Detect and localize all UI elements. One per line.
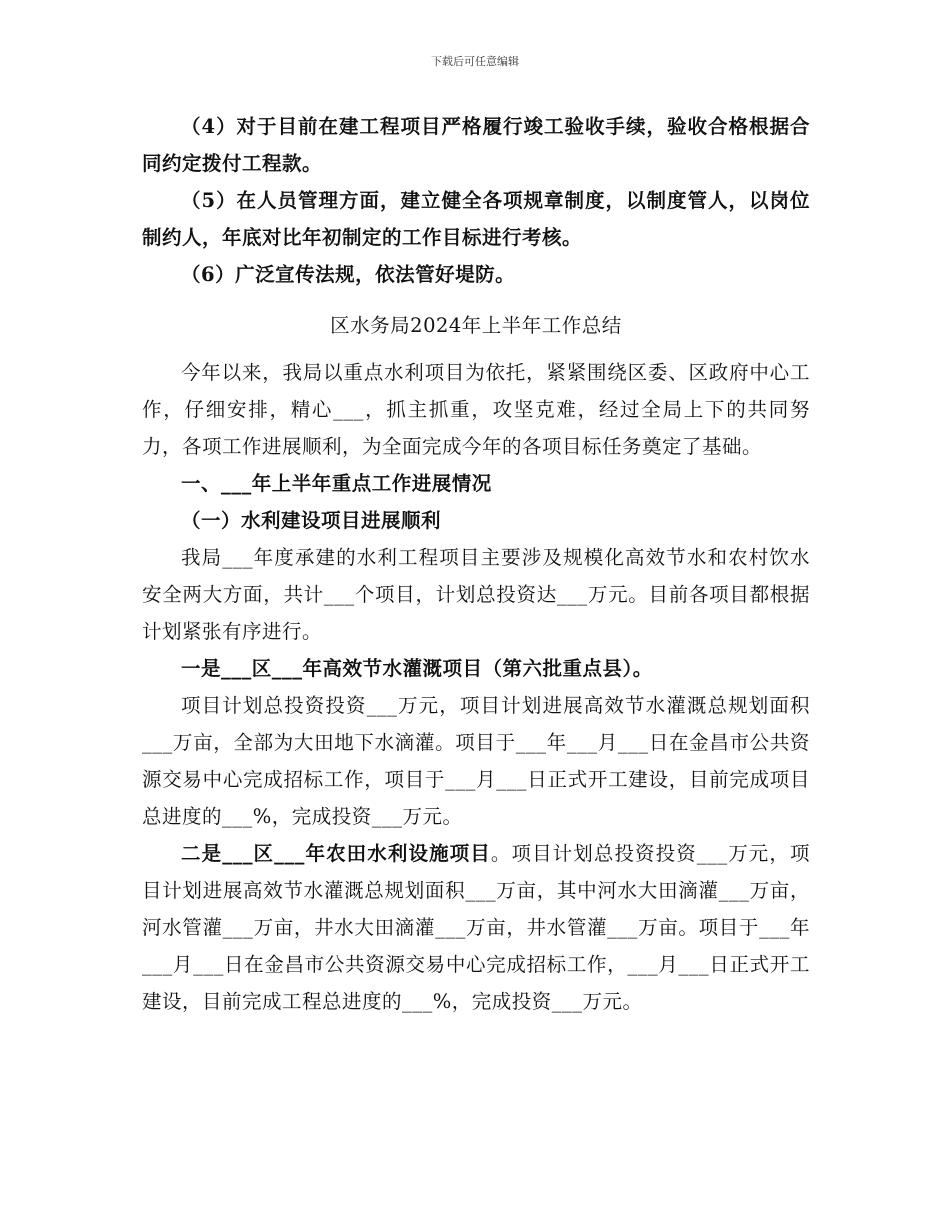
projects-paragraph: 我局___年度承建的水利工程项目主要涉及规模化高效节水和农村饮水安全两大方面，共计___个项目，计划总投资达___万元。目前各项目都根据计划紧张有序进行。	[142, 546, 810, 643]
paragraph-item-4: （4）对于目前在建工程项目严格履行竣工验收手续，验收合格根据合同约定拨付工程款。	[142, 115, 810, 175]
paragraph-item-5: （5）在人员管理方面，建立健全各项规章制度，以制度管人，以岗位制约人，年底对比年初制定的工作目标进行考核。	[142, 189, 810, 249]
item-2-body: 。项目计划总投资投资___万元，项目计划进展高效节水灌溉总规划面积___万亩，其中河水大田滴灌___万亩，河水管灌___万亩，井水大田滴灌___万亩，井水管灌___万亩。项目于___年___月___日在金昌市公共资源交易中心完成招标工作，___月___日正式开工建设，目前完成工程总进度的___%，完成投资___万元。	[142, 842, 810, 1013]
document-title: 区水务局2024年上半年工作总结	[330, 314, 622, 337]
item-2-paragraph	[142, 835, 810, 1020]
subsection-heading-1: （一）水利建设项目进展顺利	[181, 509, 442, 532]
paragraph-item-6: （6）广泛宣传法规，依法管好堤防。	[181, 263, 516, 286]
document-body	[142, 108, 810, 1020]
item-2-heading: 二是___区___年农田水利设施项目	[181, 842, 491, 865]
section-heading-1: 一、___年上半年重点工作进展情况	[181, 472, 492, 495]
intro-paragraph: 今年以来，我局以重点水利项目为依托，紧紧围绕区委、区政府中心工作，仔细安排，精心___，抓主抓重，攻坚克难，经过全局上下的共同努力，各项工作进展顺利，为全面完成今年的各项目标任务奠定了基础。	[142, 361, 810, 458]
item-1-heading: 一是___区___年高效节水灌溉项目（第六批重点县）。	[181, 657, 653, 680]
item-1-body: 项目计划总投资投资___万元，项目计划进展高效节水灌溉总规划面积___万亩，全部为大田地下水滴灌。项目于___年___月___日在金昌市公共资源交易中心完成招标工作，项目于___月___日正式开工建设，目前完成项目总进度的___%，完成投资___万元。	[142, 694, 810, 828]
page-header: 下载后可任意编辑	[431, 55, 519, 68]
